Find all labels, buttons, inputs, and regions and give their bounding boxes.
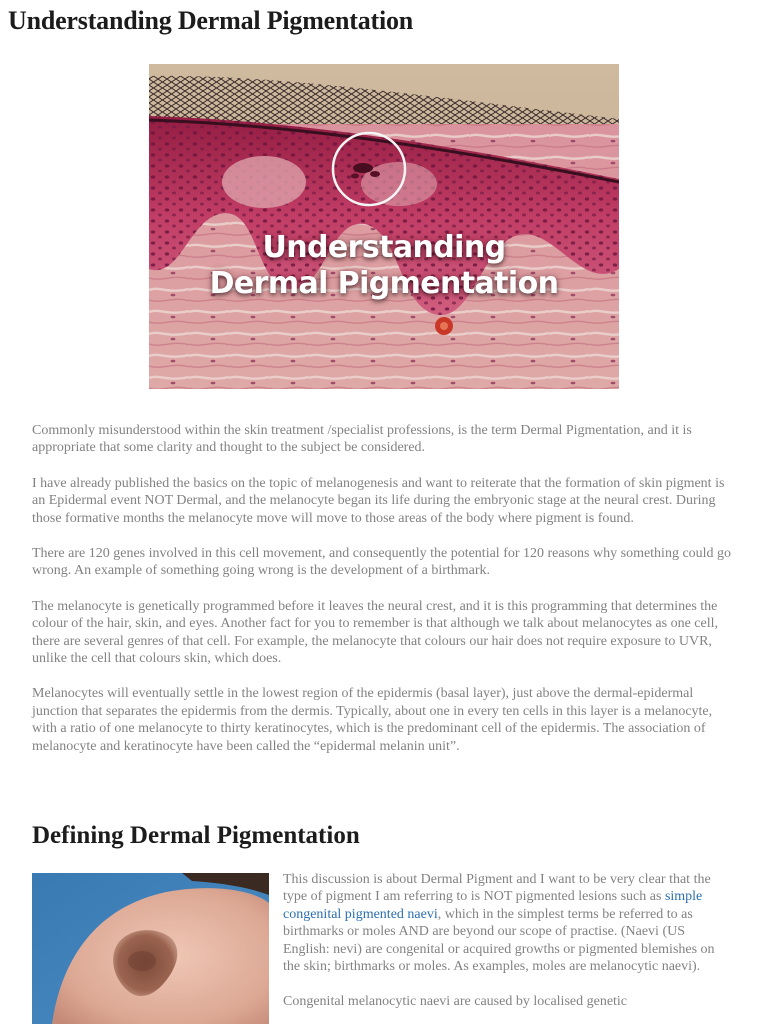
paragraph-text: , which in the simplest terms be referred to as birthmarks or moles AND are beyond our scope of practise. (Naevi (US English: nevi) are congenital or acquired growths or pigmented blemishes on the skin; birthmarks or moles. As examples, moles are melanocytic naevi).: [283, 906, 715, 975]
paragraph: There are 120 genes involved in this cell movement, and consequently the potential for 120 reasons why something could go wrong. An example of something going wrong is the development of a birthmark.: [32, 546, 732, 579]
section-title: Defining Dermal Pigmentation: [32, 822, 360, 849]
paragraph: I have already published the basics on the topic of melanogenesis and want to reiterate that the formation of skin pigment is an Epidermal event NOT Dermal, and the melanocyte began its life during the embryonic stage at the neural crest. During those formative months the melanocyte move will move to those areas of the body where pigment is found.: [32, 475, 725, 526]
naevi-link[interactable]: simple congenital pigmented naevi: [283, 889, 703, 922]
skin-histology-image: [149, 64, 619, 389]
paragraph: Congenital melanocytic naevi are caused by localised genetic: [283, 994, 628, 1010]
paragraph: Commonly misunderstood within the skin treatment /specialist professions, is the term Dermal Pigmentation, and it is appropriate that some clarity and thought to the subject be considered.: [32, 423, 692, 456]
article-body: [32, 422, 736, 773]
hero-image: [149, 64, 619, 389]
paragraph-text: This discussion is about Dermal Pigment and I want to be very clear that the type of pigment I am referring to is NOT pigmented lesions such as: [283, 872, 711, 905]
hero-caption-line2: Dermal Pigmentation: [209, 266, 559, 301]
page-title: Understanding Dermal Pigmentation: [8, 6, 414, 35]
birthmark-photo: [32, 873, 269, 1024]
shoulder-birthmark-photo: [32, 873, 269, 1024]
paragraph: [283, 871, 729, 975]
paragraph: The melanocyte is genetically programmed before it leaves the neural crest, and it is this programming that determines the colour of the hair, skin, and eyes. Another fact for you to remember is that although we talk about melanocytes as one cell, there are several genres of that cell. For example, the melanocyte that colours our hair does not require exposure to UVR, unlike the cell that colours skin, which does.: [32, 598, 719, 667]
hero-caption-line1: Understanding: [262, 230, 506, 265]
section-body: [283, 871, 729, 1024]
paragraph: Melanocytes will eventually settle in the lowest region of the epidermis (basal layer), just above the dermal-epidermal junction that separates the epidermis from the dermis. Typically, about one in every ten cells in this layer is a melanocyte, with a ratio of one melanocyte to thirty keratinocytes, which is the predominant cell of the epidermis. The association of melanocyte and keratinocyte have been called the “epidermal melanin unit”.: [32, 686, 713, 754]
